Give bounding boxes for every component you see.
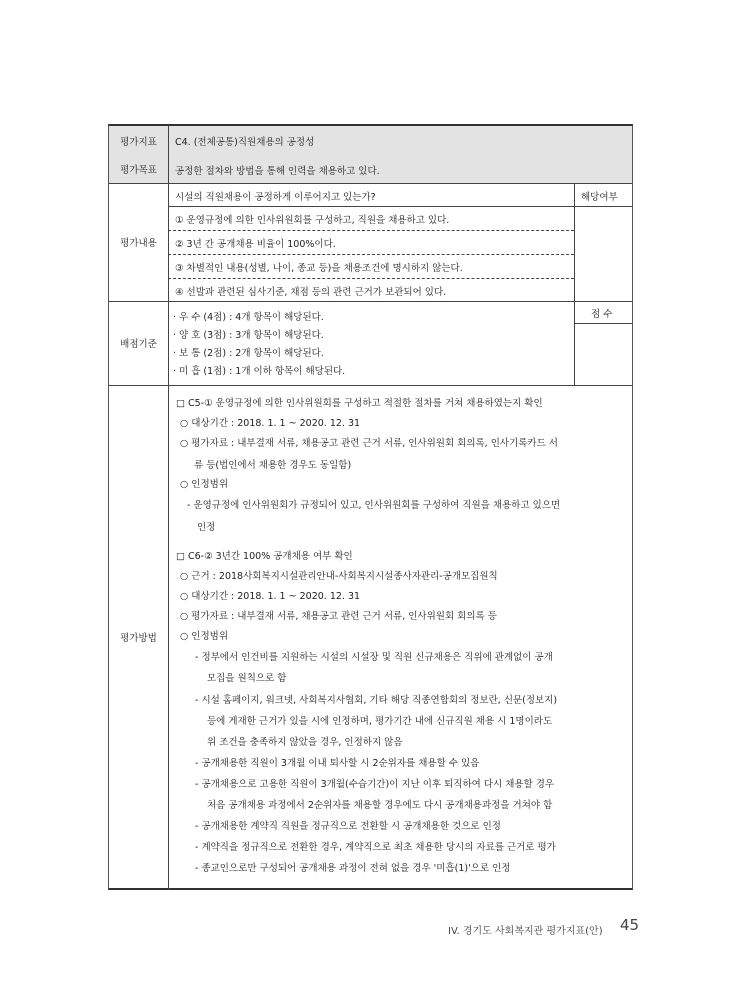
divider	[168, 278, 574, 279]
method-line: 위 조건을 충족하지 않았을 경우, 인정하지 않음	[207, 737, 403, 748]
method-line: - 공개채용한 직원이 3개월 이내 퇴사할 시 2순위자를 채용할 수 있음	[195, 758, 480, 769]
method-line: 류 등(법인에서 채용한 경우도 동일함)	[194, 460, 352, 471]
method-line: ○ 근거 : 2018사회복지시설관리안내-사회복지시설종사자관리-공개모집원칙	[180, 571, 498, 582]
scoring-item: · 보 통 (2점) : 2개 항목이 해당된다.	[173, 348, 324, 359]
content-item: ④ 선발과 관련된 심사기준, 채점 등의 관련 근거가 보관되어 있다.	[175, 287, 447, 298]
content-question: 시설의 직원채용이 공정하게 이루어지고 있는가?	[175, 192, 376, 203]
scoring-item: · 우 수 (4점) : 4개 항목이 해당된다.	[173, 312, 324, 323]
method-line: 처음 공개채용 과정에서 2순위자를 채용할 경우에도 다시 공개채용과정을 거쳐야 함	[207, 800, 553, 811]
method-line: ○ 대상기간 : 2018. 1. 1 ~ 2020. 12. 31	[180, 418, 361, 429]
method-line: ○ 대상기간 : 2018. 1. 1 ~ 2020. 12. 31	[180, 591, 361, 602]
divider	[168, 254, 574, 255]
scoring-item: · 양 호 (3점) : 3개 항목이 해당된다.	[173, 330, 324, 341]
method-line: ○ 평가자료 : 내부결재 서류, 채용공고 관련 근거 서류, 인사위원회 회의록, 인사기록카드 서	[180, 438, 558, 449]
applicable-header: 해당여부	[581, 192, 618, 203]
divider	[168, 230, 574, 231]
evaluation-table	[108, 124, 633, 890]
goal-label: 평가목표	[109, 155, 169, 183]
method-line: - 정부에서 인건비를 지원하는 시설의 시설장 및 직원 신규채용은 직위에 관계없이 공개	[195, 652, 553, 663]
footer-text: IV. 경기도 사회복지관 평가지표(안)	[448, 926, 603, 937]
method-line: - 종교인으로만 구성되어 공개채용 과정이 전혀 없을 경우 '미흡(1)'으로 인정	[195, 863, 511, 874]
method-line: - 계약직을 정규직으로 전환한 경우, 계약직으로 최초 채용한 당시의 자료를 근거로 평가	[195, 842, 556, 853]
content-label: 평가내용	[109, 183, 169, 301]
scoring-row	[109, 301, 632, 386]
content-item: ③ 차별적인 내용(성별, 나이, 종교 등)을 채용조건에 명시하지 않는다.	[175, 263, 463, 274]
method-line: □ C6-② 3년간 100% 공개채용 여부 확인	[176, 551, 353, 562]
content-item: ① 운영규정에 의한 인사위원회를 구성하고, 직원을 채용하고 있다.	[175, 215, 450, 226]
content-row	[109, 183, 632, 302]
method-line: ○ 인정범위	[180, 631, 229, 642]
method-line: 모집을 원칙으로 함	[207, 673, 287, 684]
score-header: 점 수	[591, 309, 613, 320]
method-line: - 공개채용으로 고용한 직원이 3개월(수습기간)이 지난 이후 퇴직하여 다시 채용할 경우	[195, 779, 555, 790]
content-item: ② 3년 간 공개채용 비율이 100%이다.	[175, 239, 336, 250]
method-line: □ C5-① 운영규정에 의한 인사위원회를 구성하고 적절한 절차를 거쳐 채용하였는지 확인	[176, 398, 543, 409]
scoring-label: 배점기준	[109, 301, 169, 385]
method-row	[109, 385, 632, 889]
indicator-value: C4. (전체공통)직원채용의 공정성	[175, 137, 315, 148]
indicator-row	[109, 126, 632, 156]
method-line: ○ 평가자료 : 내부결재 서류, 채용공고 관련 근거 서류, 인사위원회 회의록 등	[180, 611, 497, 622]
indicator-label: 평가지표	[109, 126, 169, 155]
goal-value: 공정한 절차와 방법을 통해 인력을 채용하고 있다.	[175, 166, 380, 177]
method-line: ○ 인정범위	[180, 479, 229, 490]
method-line: - 시설 홈페이지, 워크넷, 사회복지사협회, 기타 해당 직종연합회의 정보란, 신문(정보지)	[195, 695, 558, 706]
method-line: - 공개채용한 계약직 직원을 정규직으로 전환할 시 공개채용한 것으로 인정	[195, 821, 501, 832]
page-number: 45	[620, 916, 640, 934]
method-line: 인정	[197, 522, 216, 533]
method-line: - 운영규정에 인사위원회가 규정되어 있고, 인사위원회를 구성하여 직원을 채용하고 있으면	[187, 500, 561, 511]
scoring-item: · 미 흡 (1점) : 1개 이하 항목이 해당된다.	[173, 366, 346, 377]
goal-row	[109, 155, 632, 184]
method-line: 등에 게재한 근거가 있을 시에 인정하며, 평가기간 내에 신규직원 채용 시 1명이라도	[207, 716, 553, 727]
method-label: 평가방법	[109, 385, 169, 889]
